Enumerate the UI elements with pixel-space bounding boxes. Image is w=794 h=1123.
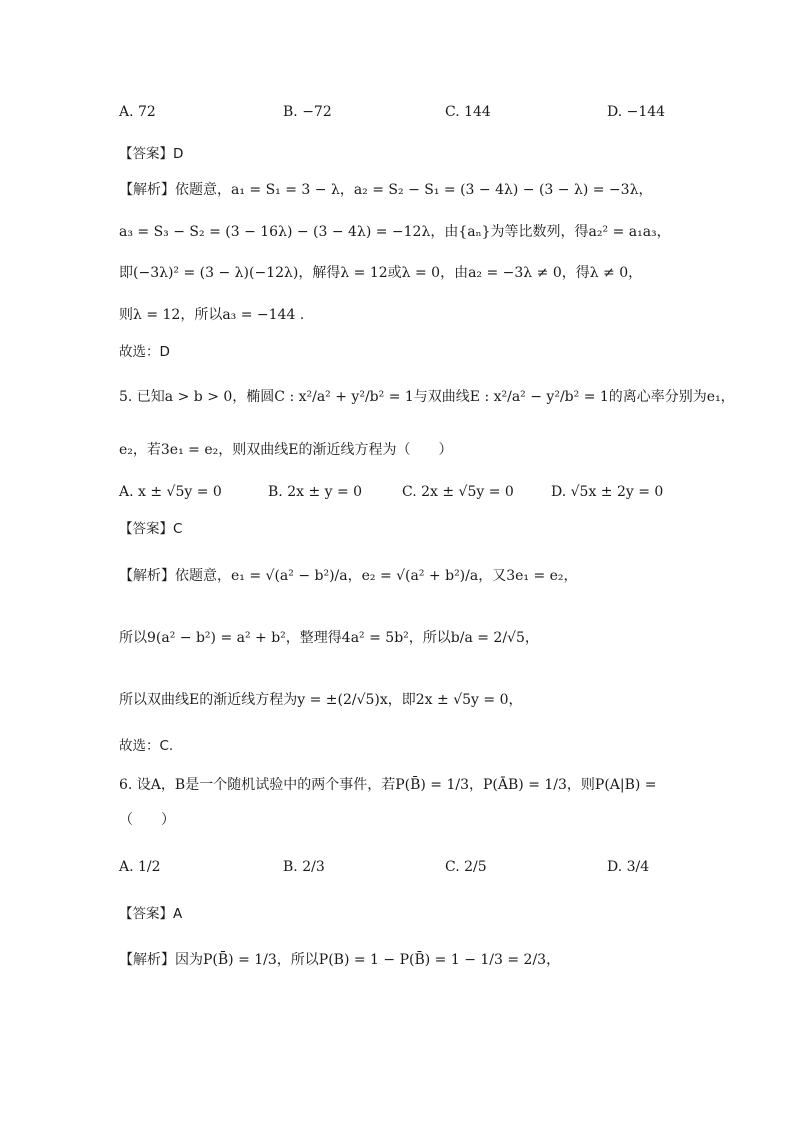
q4-option-d: D. −144 <box>607 104 666 120</box>
q4-solution-line-4: 则λ = 12，所以a₃ = −144 . <box>119 307 305 323</box>
q5-answer: 【答案】C <box>119 521 183 537</box>
q6-option-c: C. 2/5 <box>445 859 487 875</box>
q5-option-a: A. x ± √5y = 0 <box>119 484 222 500</box>
q6-option-a: A. 1/2 <box>119 859 161 875</box>
q4-answer: 【答案】D <box>119 146 184 162</box>
q4-solution-line-2: a₃ = S₃ − S₂ = (3 − 16λ) − (3 − 4λ) = −12λ，由{aₙ}为等比数列，得a₂² = a₁a₃， <box>119 224 671 240</box>
q5-option-b: B. 2x ± y = 0 <box>268 484 363 500</box>
q6-solution-line-1: 【解析】因为P(B̄) = 1/3，所以P(B) = 1 − P(B̄) = 1 − 1/3 = 2/3， <box>119 952 561 968</box>
q5-solution-line-3: 所以双曲线E的渐近线方程为y = ±(2/√5)x，即2x ± √5y = 0， <box>119 692 523 708</box>
q4-option-a: A. 72 <box>119 104 156 120</box>
q5-option-d: D. √5x ± 2y = 0 <box>551 484 664 500</box>
q6-answer: 【答案】A <box>119 906 183 922</box>
q6-stem-line-2: （ ） <box>119 812 175 828</box>
q5-solution-line-1: 【解析】依题意，e₁ = √(a² − b²)/a，e₂ = √(a² + b²)/a，又3e₁ = e₂， <box>119 568 578 584</box>
q4-solution-line-3: 即(−3λ)² = (3 − λ)(−12λ)，解得λ = 12或λ = 0，由a₂ = −3λ ≠ 0，得λ ≠ 0， <box>119 265 643 281</box>
q6-stem-line-1: 6. 设A，B是一个随机试验中的两个事件，若P(B̄) = 1/3，P(ĀB) = 1/3，则P(A|B) = <box>119 777 657 793</box>
q5-stem-line-1: 5. 已知a > b > 0，椭圆C : x²/a² + y²/b² = 1与双曲线E : x²/a² − y²/b² = 1的离心率分别为e₁， <box>119 389 735 405</box>
q4-option-c: C. 144 <box>445 104 491 120</box>
q6-option-d: D. 3/4 <box>607 859 650 875</box>
q5-stem-line-2: e₂，若3e₁ = e₂，则双曲线E的渐近线方程为（ ） <box>119 442 453 458</box>
q5-option-c: C. 2x ± √5y = 0 <box>402 484 514 500</box>
q4-choose: 故选：D <box>119 344 170 360</box>
q4-option-b: B. −72 <box>283 104 332 120</box>
q4-solution-line-1: 【解析】依题意，a₁ = S₁ = 3 − λ，a₂ = S₂ − S₁ = (3 − 4λ) − (3 − λ) = −3λ， <box>119 182 653 198</box>
q5-solution-line-2: 所以9(a² − b²) = a² + b²，整理得4a² = 5b²，所以b/a = 2/√5， <box>119 630 539 646</box>
q5-choose: 故选：C. <box>119 738 174 754</box>
q6-option-b: B. 2/3 <box>283 859 325 875</box>
